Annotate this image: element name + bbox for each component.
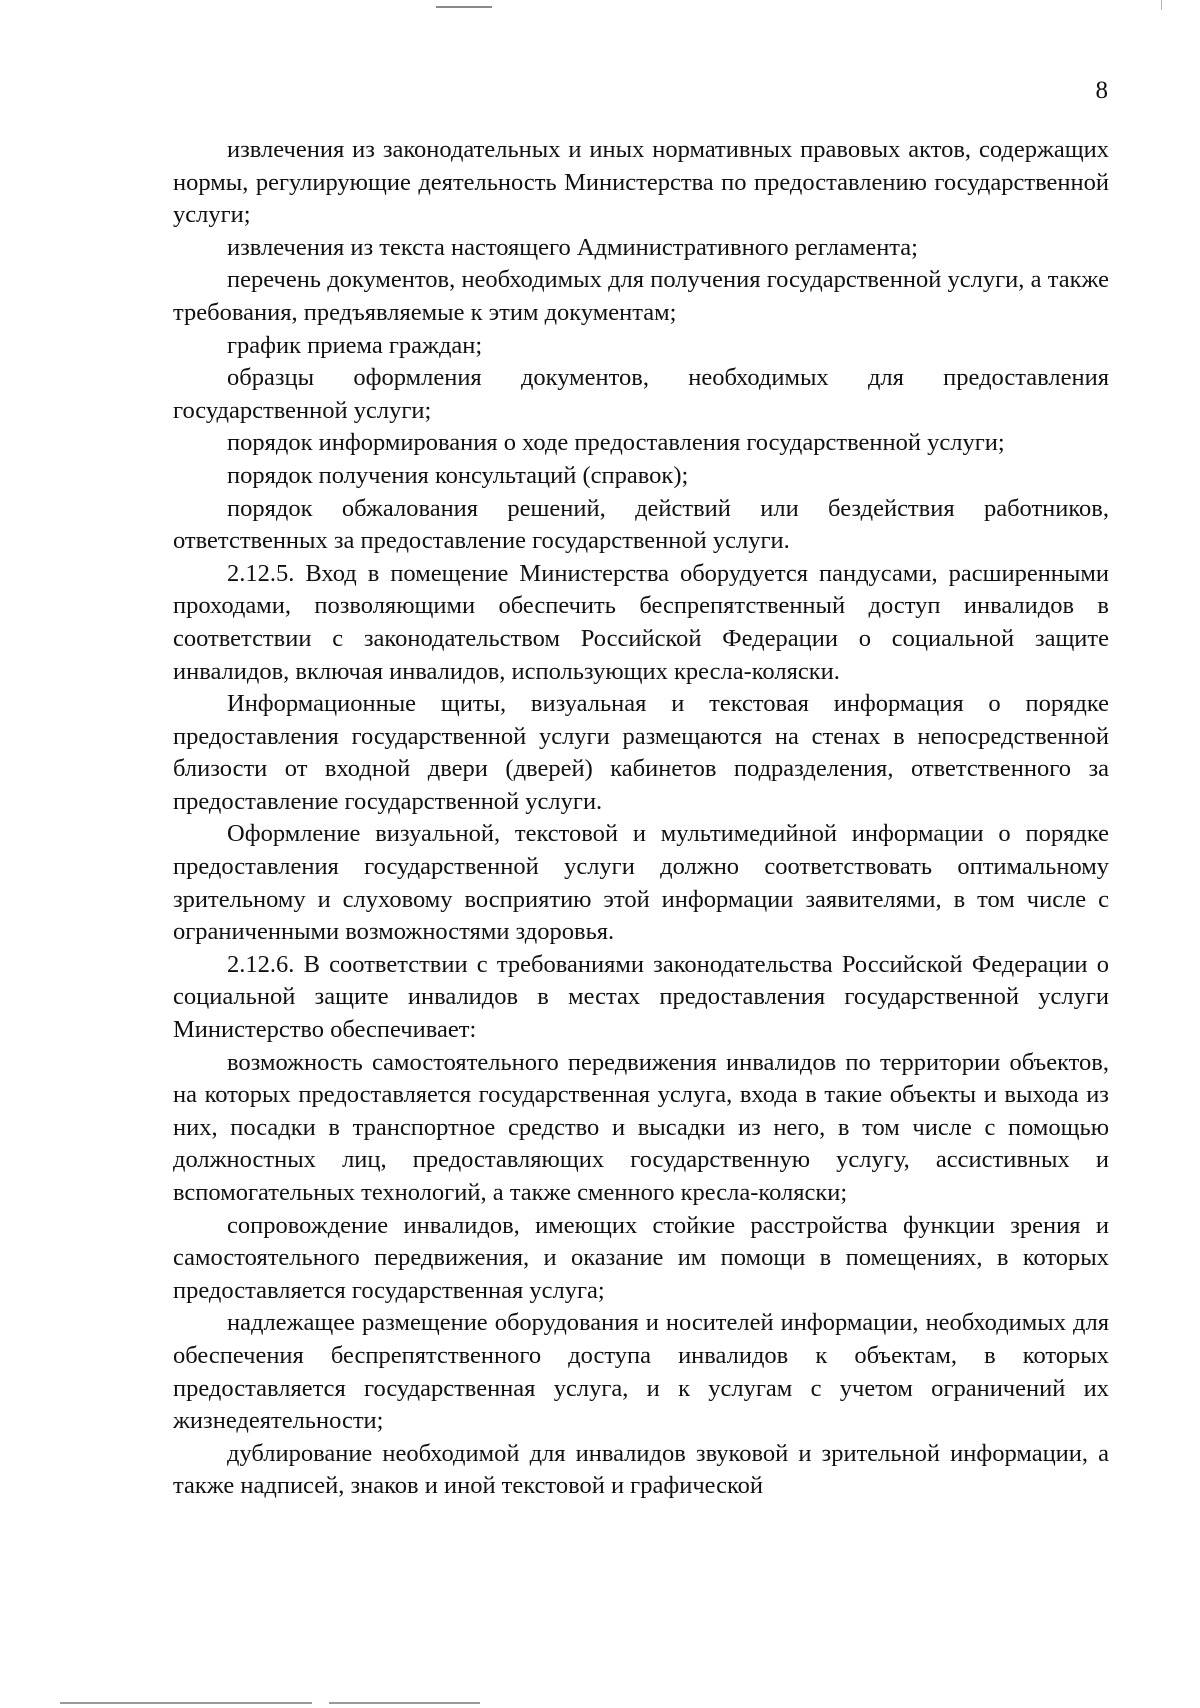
scan-artifact-top	[436, 6, 492, 8]
paragraph: порядок получения консультаций (справок);	[227, 461, 689, 489]
paragraph: дублирование необходимой для инвалидов звуковой и зрительной информации, а также надписей, знаков и иной текстовой и графической	[173, 1439, 1109, 1500]
paragraph-section-2-12-5: 2.12.5. Вход в помещение Министерства оборудуется пандусами, расширенными проходами, позволяющими обеспечить беспрепятственный доступ инвалидов в соответствии с законодательством Российской Федерации о социальной защите инвалидов, включая инвалидов, использующих кресла-коляски.	[173, 559, 1109, 685]
paragraph: надлежащее размещение оборудования и носителей информации, необходимых для обеспечения беспрепятственного доступа инвалидов к объектам, в которых предоставляется государственная услуга, и к услугам с учетом ограничений их жизнедеятельности;	[173, 1309, 1109, 1435]
paragraph: образцы оформления документов, необходимых для предоставления государственной услуги;	[173, 364, 1109, 424]
paragraph: возможность самостоятельного передвижения инвалидов по территории объектов, на которых предоставляется государственная услуга, входа в такие объекты и выхода из них, посадки в транспортное средство и высадки из него, в том числе с помощью должностных лиц, предоставляющих государственную услугу, ассистивных и вспомогательных технологий, а также сменного кресла-коляски;	[173, 1048, 1109, 1206]
scan-artifact-right	[1161, 0, 1162, 10]
paragraph: извлечения из текста настоящего Административного регламента;	[227, 233, 918, 261]
paragraph: перечень документов, необходимых для получения государственной услуги, а также требования, предъявляемые к этим документам;	[173, 266, 1109, 326]
paragraph: Информационные щиты, визуальная и текстовая информация о порядке предоставления государственной услуги размещаются на стенах в непосредственной близости от входной двери (дверей) кабинетов подразделения, ответственного за предоставление государственной услуги.	[173, 690, 1109, 815]
paragraph: Оформление визуальной, текстовой и мультимедийной информации о порядке предоставления государственной услуги должно соответствовать оптимальному зрительному и слуховому восприятию этой информации заявителями, в том числе с ограниченными возможностями здоровья.	[173, 820, 1109, 946]
paragraph: порядок информирования о ходе предоставления государственной услуги;	[227, 429, 1005, 457]
paragraph-section-2-12-6: 2.12.6. В соответствии с требованиями законодательства Российской Федерации о социальной защите инвалидов в местах предоставления государственной услуги Министерство обеспечивает:	[173, 950, 1109, 1044]
page-number: 8	[1095, 77, 1108, 104]
scan-artifact-bottom	[60, 1702, 480, 1704]
paragraph: извлечения из законодательных и иных нормативных правовых актов, содержащих нормы, регулирующие деятельность Министерства по предоставлению государственной услуги;	[173, 136, 1109, 229]
document-body	[173, 134, 1109, 1503]
paragraph: сопровождение инвалидов, имеющих стойкие расстройства функции зрения и самостоятельного передвижения, и оказание им помощи в помещениях, в которых предоставляется государственная услуга;	[173, 1211, 1109, 1304]
paragraph: график приема граждан;	[227, 331, 483, 359]
paragraph: порядок обжалования решений, действий или бездействия работников, ответственных за предоставление государственной услуги.	[173, 494, 1109, 555]
